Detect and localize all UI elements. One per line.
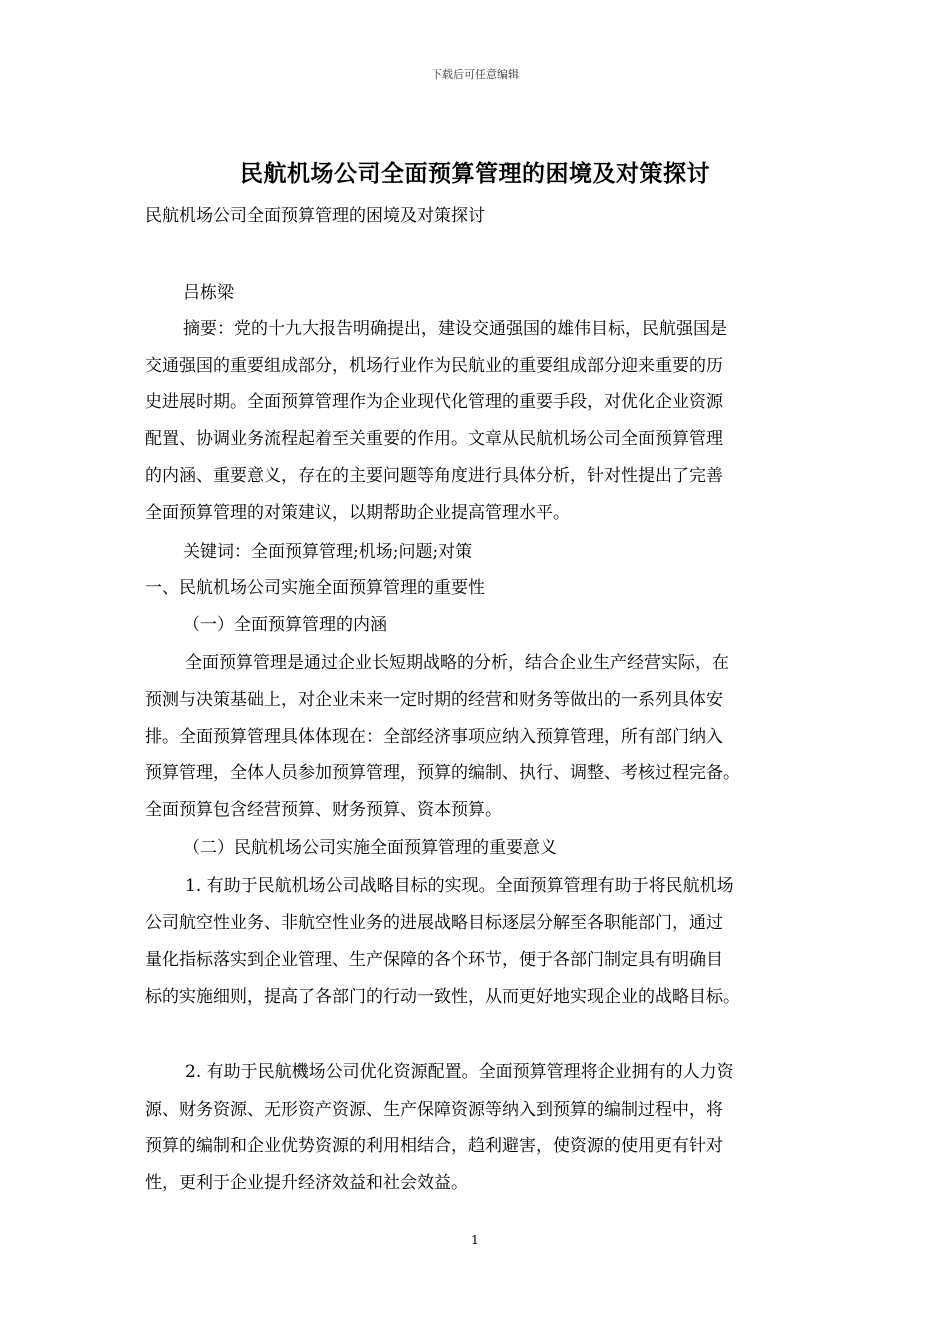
- abstract-line: 的内涵、重要意义，存在的主要问题等角度进行具体分析，针对性提出了完善: [145, 466, 723, 486]
- paragraph-line: 2. 有助于民航機场公司优化资源配置。全面预算管理将企业拥有的人力资: [185, 1062, 734, 1082]
- abstract-line: 配置、协调业务流程起着至关重要的作用。文章从民航机场公司全面预算管理: [145, 429, 723, 449]
- abstract-line: 摘要：党的十九大报告明确提出，建设交通强国的雄伟目标，民航强国是: [183, 319, 727, 339]
- page-number: 1: [471, 1233, 479, 1247]
- author-line: 吕栋梁: [183, 283, 234, 303]
- paragraph-line: 1. 有助于民航机场公司战略目标的实现。全面预算管理有助于将民航机场: [185, 876, 734, 896]
- paragraph-line: 性，更利于企业提升经济效益和社会效益。: [145, 1173, 468, 1193]
- paragraph-line: 源、财务资源、无形资产资源、生产保障资源等纳入到预算的编制过程中，将: [145, 1100, 723, 1120]
- abstract-line: 全面预算管理的对策建议，以期帮助企业提高管理水平。: [145, 503, 570, 523]
- paragraph-line: 公司航空性业务、非航空性业务的进展战略目标逐层分解至各职能部门，通过: [145, 913, 723, 933]
- paragraph-line: 全面预算包含经营预算、财务预算、资本预算。: [145, 800, 502, 820]
- paragraph-line: 排。全面预算管理具体体现在：全部经济事项应纳入预算管理，所有部门纳入: [145, 727, 723, 747]
- subsection-heading: （一）全面预算管理的内涵: [183, 615, 387, 635]
- keywords-line: 关键词：全面预算管理;机场;问题;对策: [183, 542, 473, 562]
- abstract-line: 交通强国的重要组成部分，机场行业作为民航业的重要组成部分迎来重要的历: [145, 356, 723, 376]
- document-title: 民航机场公司全面预算管理的困境及对策探讨: [240, 161, 710, 187]
- paragraph-line: 全面预算管理是通过企业长短期战略的分析，结合企业生产经营实际，在: [185, 653, 729, 673]
- abstract-line: 史进展时期。全面预算管理作为企业现代化管理的重要手段，对优化企业资源: [145, 392, 723, 412]
- paragraph-line: 量化指标落实到企业管理、生产保障的各个环节，便于各部门制定具有明确目: [145, 950, 723, 970]
- paragraph-line: 预算管理，全体人员参加预算管理，预算的编制、执行、调整、考核过程完备。: [145, 763, 740, 783]
- section-heading: 一、民航机场公司实施全面预算管理的重要性: [145, 578, 485, 598]
- page-header: 下载后可任意编辑: [431, 68, 519, 81]
- subtitle-line: 民航机场公司全面预算管理的困境及对策探讨: [145, 206, 485, 226]
- paragraph-line: 预算的编制和企业优势资源的利用相结合，趋利避害，使资源的使用更有针对: [145, 1136, 723, 1156]
- paragraph-line: 标的实施细则，提高了各部门的行动一致性，从而更好地实现企业的战略目标。: [145, 987, 740, 1007]
- subsection-heading: （二）民航机场公司实施全面预算管理的重要意义: [183, 838, 557, 858]
- paragraph-line: 预测与决策基础上，对企业未来一定时期的经营和财务等做出的一系列具体安: [145, 690, 723, 710]
